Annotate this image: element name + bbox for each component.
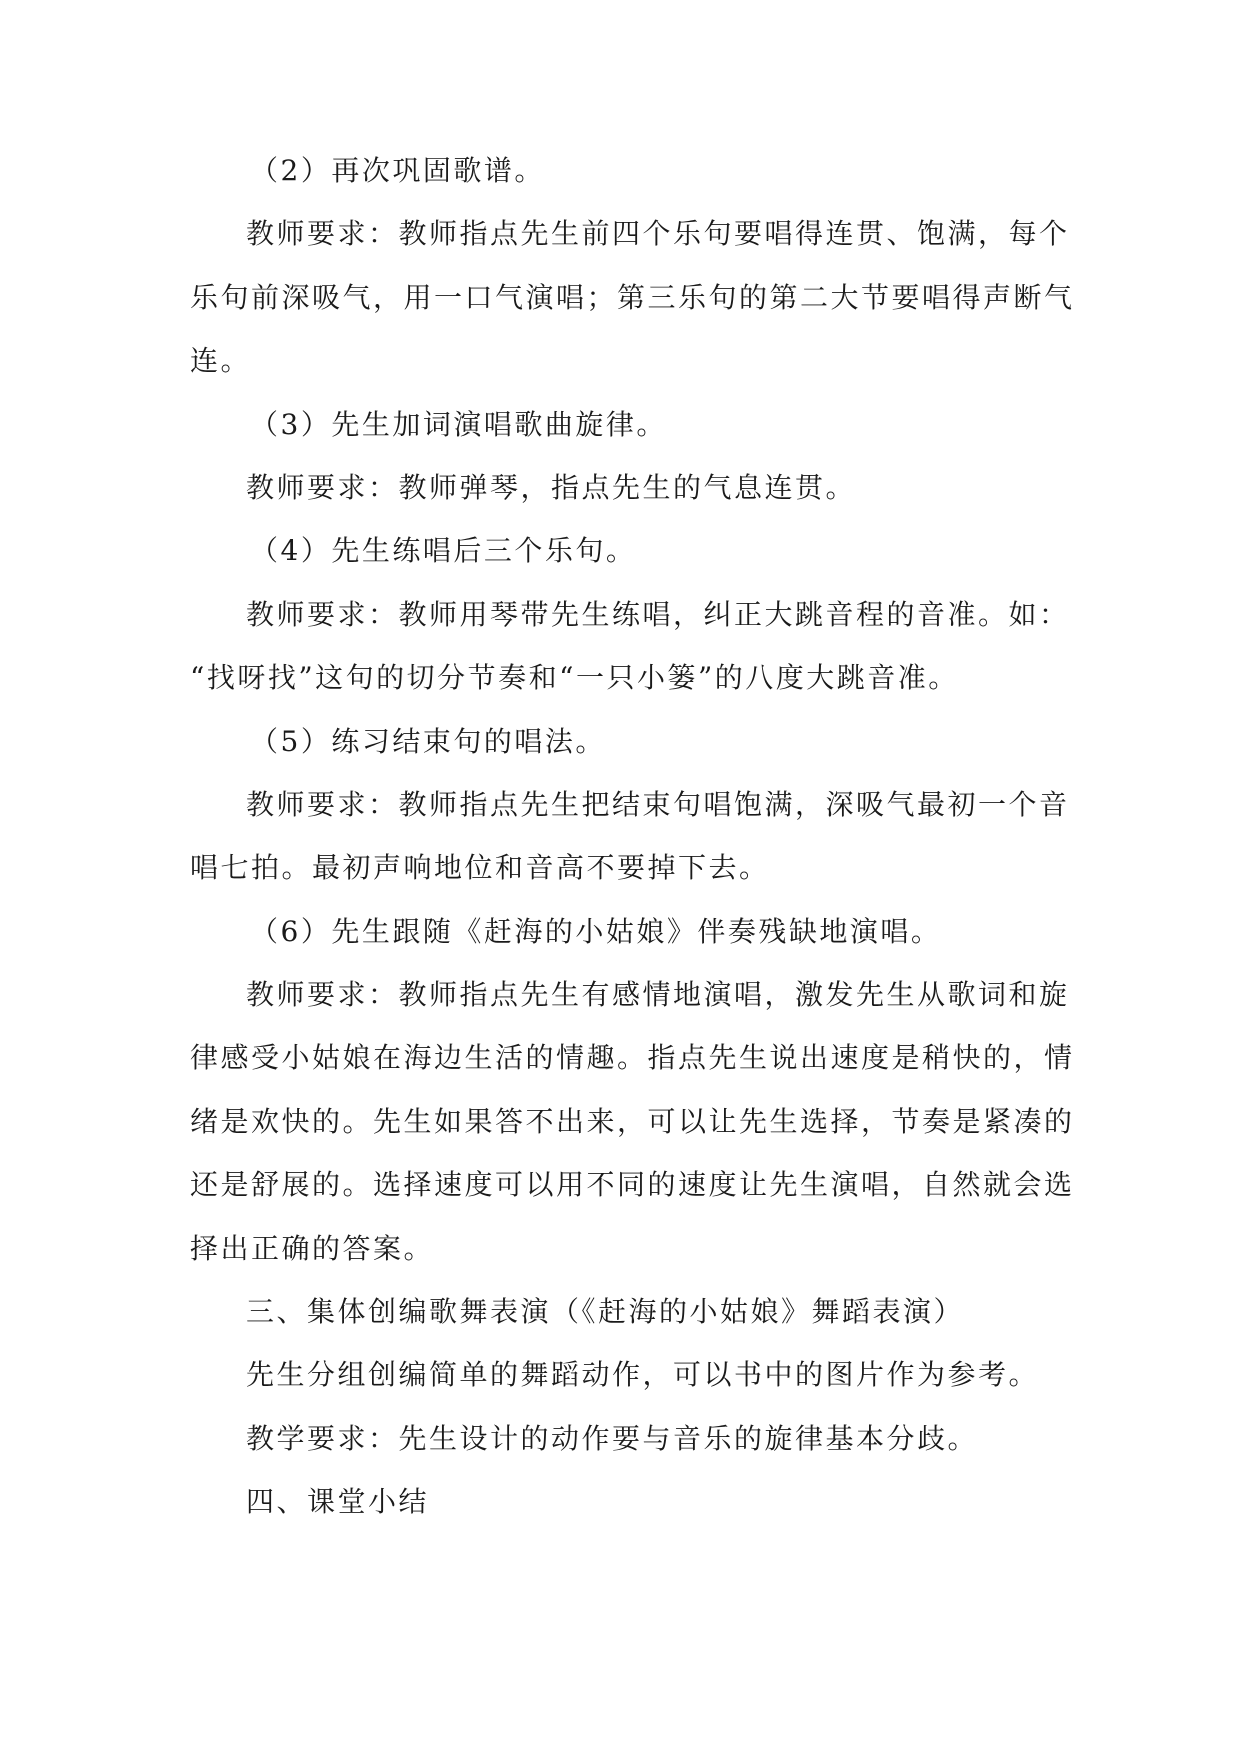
subsection-heading: （5）练习结束句的唱法。 [250, 724, 606, 758]
subsection-heading: （3）先生加词演唱歌曲旋律。 [250, 407, 667, 441]
section-heading: 三、集体创编歌舞表演（《赶海的小姑娘》舞蹈表演） [246, 1295, 965, 1329]
paragraph-line: 教师要求：教师指点先生前四个乐句要唱得连贯、饱满，每个 [246, 217, 1070, 251]
paragraph-line: 还是舒展的。选择速度可以用不同的速度让先生演唱，自然就会选 [190, 1168, 1075, 1202]
subsection-heading: （6）先生跟随《赶海的小姑娘》伴奏残缺地演唱。 [250, 914, 942, 948]
paragraph-line: 先生分组创编简单的舞蹈动作，可以书中的图片作为参考。 [246, 1358, 1040, 1392]
paragraph-line: 择出正确的答案。 [190, 1231, 435, 1265]
paragraph-line: 教师要求：教师用琴带先生练唱，纠正大跳音程的音准。如： [246, 597, 1070, 631]
paragraph-line: 教学要求：先生设计的动作要与音乐的旋律基本分歧。 [246, 1421, 979, 1455]
subsection-heading: （2）再次巩固歌谱。 [250, 154, 545, 187]
section-heading: 四、课堂小结 [246, 1485, 430, 1519]
paragraph-line: 律感受小姑娘在海边生活的情趣。指点先生说出速度是稍快的，情 [190, 1041, 1075, 1075]
paragraph-line: 教师要求：教师指点先生有感情地演唱，激发先生从歌词和旋 [246, 978, 1070, 1012]
subsection-heading: （4）先生练唱后三个乐句。 [250, 534, 637, 568]
paragraph-line: 唱七拍。最初声响地位和音高不要掉下去。 [190, 851, 770, 885]
paragraph-line: 教师要求：教师弹琴，指点先生的气息连贯。 [246, 470, 857, 504]
paragraph-line: “找呀找”这句的切分节奏和“一只小篓”的八度大跳音准。 [190, 661, 959, 695]
document-body [190, 152, 1075, 1547]
paragraph-line: 乐句前深吸气，用一口气演唱；第三乐句的第二大节要唱得声断气 [190, 280, 1075, 314]
paragraph-line: 绪是欢快的。先生如果答不出来，可以让先生选择，节奏是紧凑的 [190, 1104, 1075, 1138]
paragraph-line: 教师要求：教师指点先生把结束句唱饱满，深吸气最初一个音 [246, 787, 1070, 821]
paragraph-line: 连。 [190, 344, 252, 378]
